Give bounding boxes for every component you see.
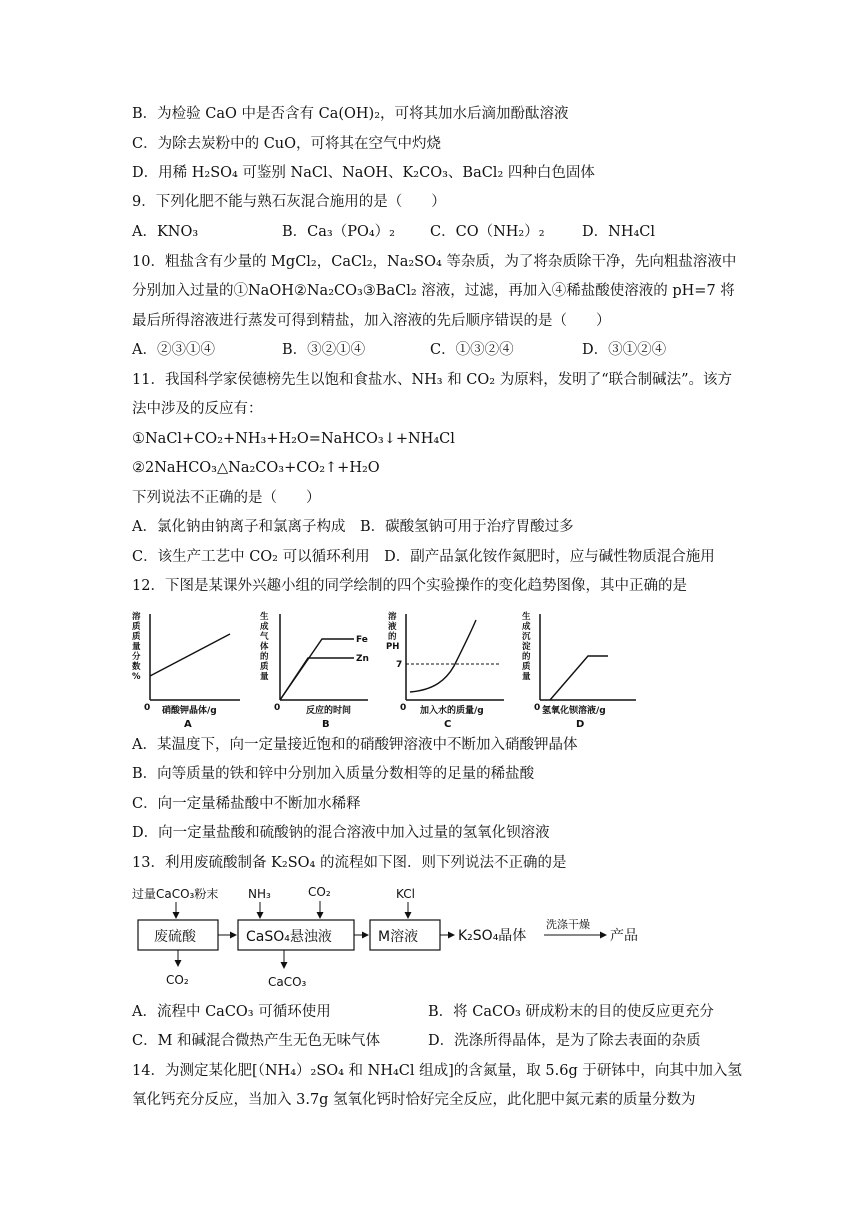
q13-option-d: D．洗涤所得晶体，是为了除去表面的杂质 — [428, 1033, 701, 1049]
q9-option-b: B．Ca₃（PO₄）₂ — [282, 224, 395, 240]
graph-a-xlabel: 硝酸钾晶体/g — [162, 706, 217, 716]
q14-stem-line2: 氧化钙充分反应，当加入 3.7g 氢氧化钙时恰好完全反应，此化肥中氮元素的质量分数为 — [132, 1092, 696, 1108]
graph-c-ylabel-0: 溶 — [388, 612, 397, 622]
q9-option-a: A．KNO₃ — [132, 224, 199, 240]
flow-box-waste-acid-label: 废硫酸 — [154, 929, 196, 945]
graph-d — [518, 606, 648, 735]
q13-flowchart — [128, 884, 658, 998]
graph-b-ylabel-5: 质 — [260, 662, 269, 672]
q10-option-c: C．①③②④ — [430, 342, 514, 358]
q9-option-c: C．CO（NH₂）₂ — [430, 224, 545, 240]
graph-a-ylabel-2: 质 — [132, 632, 141, 642]
graph-a-ylabel-3: 量 — [132, 642, 141, 652]
q11-options-cd: C．该生产工艺中 CO₂ 可以循环利用 D．副产品氯化铵作氮肥时，应与碱性物质混合施用 — [132, 549, 715, 565]
graph-b-fe-curve — [280, 639, 354, 700]
q12-stem: 12．下图是某课外兴趣小组的同学绘制的四个实验操作的变化趋势图像，其中正确的是 — [132, 578, 687, 594]
q14-stem-line1: 14．为测定某化肥[（NH₄）₂SO₄ 和 NH₄Cl 组成]的含氮量，取 5.6g 于研钵中，向其中加入氢 — [132, 1063, 742, 1079]
graph-d-xlabel: 氢氧化钡溶液/g — [542, 706, 606, 716]
graph-a-letter: A — [184, 719, 192, 730]
graph-d-ylabel-1: 成 — [522, 622, 531, 632]
flow-k2so4-crystal: K₂SO₄晶体 — [458, 928, 527, 944]
graph-b-series-fe: Fe — [356, 635, 368, 645]
graph-c-origin: 0 — [400, 703, 407, 713]
graph-a-ylabel-4: 分 — [132, 652, 141, 662]
graph-b-ylabel-6: 量 — [260, 672, 269, 682]
graph-b-xlabel: 反应的时间 — [306, 706, 352, 716]
q10-stem-line1: 10．粗盐含有少量的 MgCl₂，CaCl₂，Na₂SO₄ 等杂质，为了将杂质除干净，先向粗盐溶液中 — [132, 254, 737, 270]
flow-input-kcl: KCl — [396, 887, 415, 901]
q9-stem: 9．下列化肥不能与熟石灰混合施用的是（ ） — [132, 194, 446, 210]
q11-equation-2: ②2NaHCO₃△Na₂CO₃+CO₂↑+H₂O — [132, 460, 380, 476]
graph-c — [384, 606, 514, 735]
q13-stem: 13．利用废硫酸制备 K₂SO₄ 的流程如下图．则下列说法不正确的是 — [132, 855, 567, 871]
flow-input-co2: CO₂ — [308, 885, 331, 899]
graph-a — [128, 606, 248, 735]
graph-b — [258, 606, 378, 735]
graph-d-ylabel-5: 质 — [522, 662, 531, 672]
q10-option-d: D．③①②④ — [582, 342, 667, 358]
graph-d-origin: 0 — [534, 703, 541, 713]
flow-wash-dry: 洗涤干燥 — [546, 918, 590, 931]
graph-c-ylabel-3: PH — [386, 642, 400, 652]
flow-output-caco3: CaCO₃ — [268, 975, 307, 989]
flow-box-caso4-label: CaSO₄悬浊液 — [246, 929, 332, 945]
graph-d-ylabel-2: 沉 — [522, 632, 531, 642]
q11-stem-line1: 11．我国科学家侯德榜先生以饱和食盐水、NH₃ 和 CO₂ 为原料，发明了“联合制碱法”。该方 — [132, 372, 733, 388]
q10-stem-line3: 最后所得溶液进行蒸发可得到精盐，加入溶液的先后顺序错误的是（ ） — [132, 313, 611, 329]
graph-a-origin: 0 — [144, 703, 151, 713]
q13-option-a: A．流程中 CaCO₃ 可循环使用 — [132, 1004, 331, 1020]
flow-output-co2: CO₂ — [166, 973, 189, 987]
q8-option-d: D．用稀 H₂SO₄ 可鉴别 NaCl、NaOH、K₂CO₃、BaCl₂ 四种白色固体 — [132, 165, 595, 181]
graph-c-mark-7: 7 — [396, 660, 403, 670]
graph-d-ylabel-0: 生 — [522, 612, 531, 622]
graph-a-ylabel-1: 质 — [132, 622, 141, 632]
q10-stem-line2: 分别加入过量的①NaOH②Na₂CO₃③BaCl₂ 溶液，过滤，再加入④稀盐酸使溶液的 pH=7 将 — [132, 283, 735, 299]
q8-option-c: C．为除去炭粉中的 CuO，可将其在空气中灼烧 — [132, 136, 442, 152]
graph-d-curve — [550, 656, 608, 700]
q9-option-d: D．NH₄Cl — [582, 224, 656, 240]
q10-option-a: A．②③①④ — [132, 342, 215, 358]
graph-b-ylabel-1: 成 — [260, 622, 269, 632]
flow-input-caco3: 过量CaCO₃粉末 — [132, 887, 219, 901]
graph-b-ylabel-3: 体 — [260, 642, 269, 652]
graph-a-ylabel-0: 溶 — [132, 612, 141, 622]
graph-a-curve — [150, 634, 230, 676]
graph-a-ylabel-5: 数 — [132, 662, 141, 672]
graph-c-ylabel-2: 的 — [388, 632, 397, 642]
q8-option-b: B．为检验 CaO 中是否含有 Ca(OH)₂，可将其加水后滴加酚酞溶液 — [132, 106, 569, 122]
graph-c-curve — [410, 620, 476, 692]
q13-option-c: C．M 和碱混合微热产生无色无味气体 — [132, 1033, 381, 1049]
graph-c-letter: C — [444, 719, 452, 730]
graph-b-series-zn: Zn — [356, 654, 369, 664]
q12-option-b: B．向等质量的铁和锌中分别加入质量分数相等的足量的稀盐酸 — [132, 766, 535, 782]
graph-d-ylabel-6: 量 — [522, 672, 531, 682]
q11-options-ab: A．氯化钠由钠离子和氯离子构成 B．碳酸氢钠可用于治疗胃酸过多 — [132, 519, 574, 535]
graph-d-letter: D — [576, 719, 585, 730]
graph-b-ylabel-2: 气 — [260, 632, 269, 642]
flow-input-nh3: NH₃ — [248, 887, 271, 901]
q12-option-c: C．向一定量稀盐酸中不断加水稀释 — [132, 796, 361, 812]
q13-option-b: B．将 CaCO₃ 研成粉末的目的使反应更充分 — [428, 1004, 714, 1020]
graph-d-ylabel-3: 淀 — [522, 642, 531, 652]
flow-product: 产品 — [610, 928, 638, 944]
q10-option-b: B．③②①④ — [282, 342, 366, 358]
graph-b-letter: B — [322, 719, 330, 730]
q11-equation-1: ①NaCl+CO₂+NH₃+H₂O=NaHCO₃↓+NH₄Cl — [132, 431, 455, 447]
q12-option-d: D．向一定量盐酸和硫酸钠的混合溶液中加入过量的氢氧化钡溶液 — [132, 825, 550, 841]
graph-b-origin: 0 — [274, 703, 281, 713]
q11-stem-line2: 法中涉及的反应有： — [132, 401, 263, 417]
graph-a-ylabel-6: % — [132, 672, 141, 682]
q12-option-a: A．某温度下，向一定量接近饱和的硝酸钾溶液中不断加入硝酸钾晶体 — [132, 737, 578, 753]
graph-c-ylabel-1: 液 — [388, 622, 397, 632]
graph-b-ylabel-4: 的 — [260, 652, 269, 662]
flow-box-m-solution-label: M溶液 — [378, 929, 419, 945]
graph-b-ylabel-0: 生 — [260, 612, 269, 622]
graph-c-xlabel: 加入水的质量/g — [420, 706, 484, 716]
q11-question: 下列说法不正确的是（ ） — [132, 490, 321, 506]
graph-b-zn-curve — [280, 658, 354, 700]
graph-d-ylabel-4: 的 — [522, 652, 531, 662]
